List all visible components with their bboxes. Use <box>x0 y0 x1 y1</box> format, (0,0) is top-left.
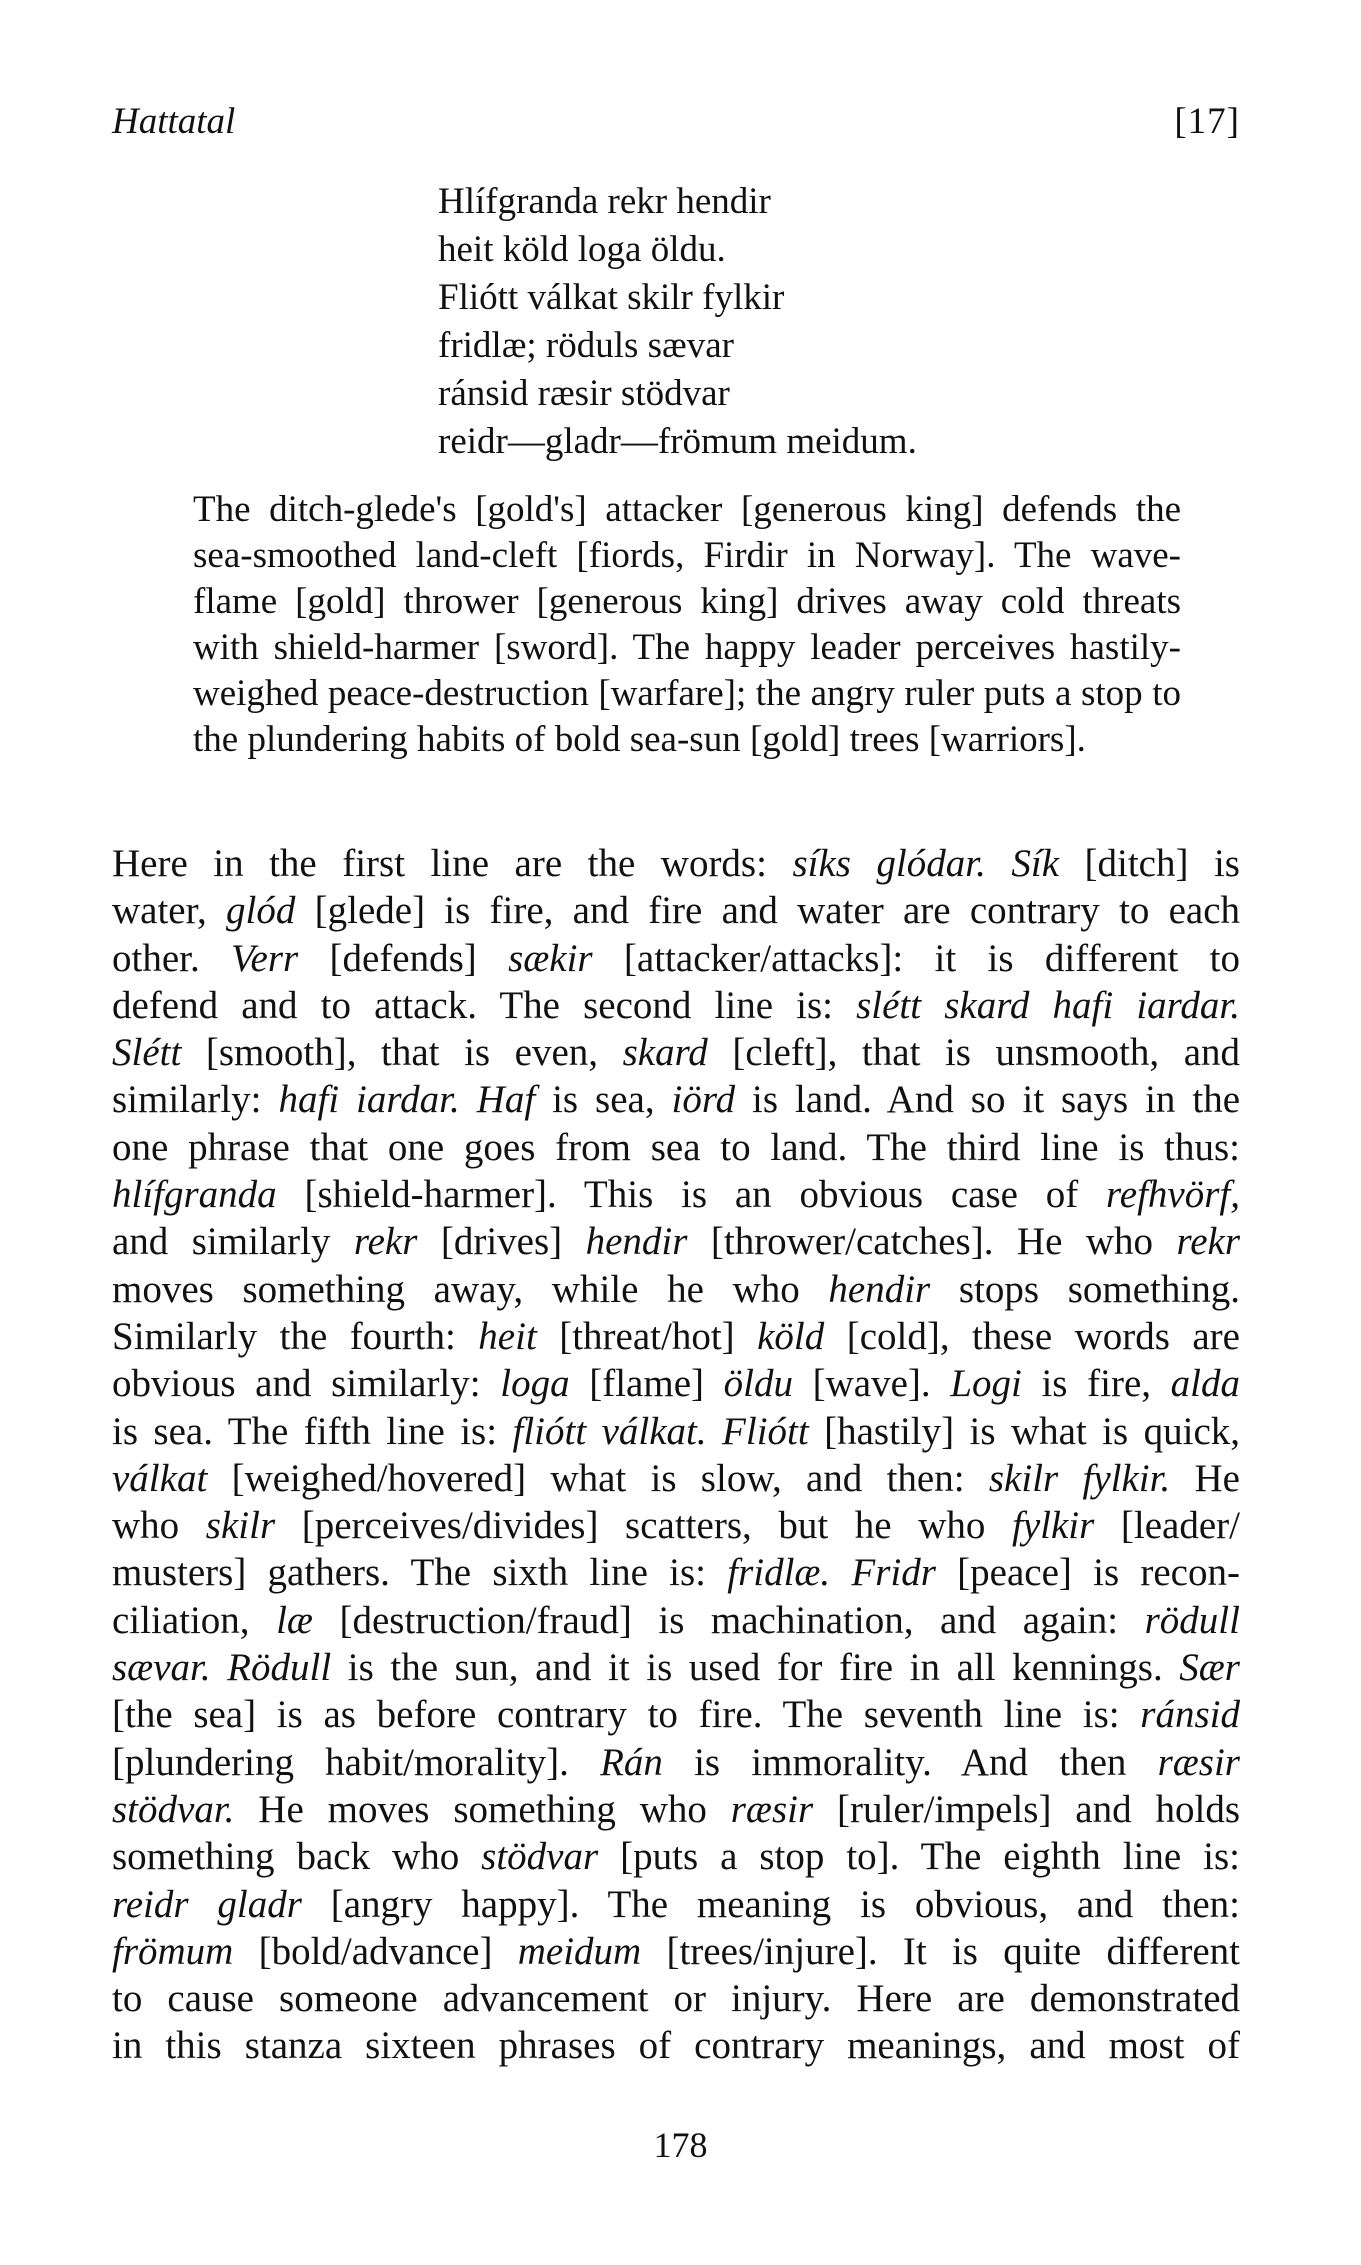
commentary-text-run: similarly: <box>112 1078 279 1122</box>
stanza-line: reidr—gladr—frömum meidum. <box>438 421 917 462</box>
commentary-italic-term: iörd <box>671 1078 736 1122</box>
commentary-text-run: [weighed/hovered] what is slow, and then: <box>207 1456 989 1500</box>
commentary-text-run: [ruler/impels] and holds <box>813 1787 1240 1831</box>
commentary-text-run: is the sun, and it is used for fire in all kennings. <box>331 1646 1180 1690</box>
commentary-text-run: to cause someone advancement or injury. Here are demonstrated <box>112 1977 1240 2021</box>
commentary-italic-term: sævar. Rödull <box>112 1646 332 1690</box>
commentary-line <box>112 1549 1240 1596</box>
commentary-text-run: [defends] <box>298 936 509 980</box>
commentary-italic-term: meidum <box>517 1929 642 1973</box>
commentary-text-run: other. <box>112 936 232 980</box>
commentary-italic-term: læ <box>276 1598 313 1642</box>
commentary-text-run: and similarly <box>112 1220 354 1264</box>
commentary-text-run: is immorality. And then <box>662 1740 1158 1784</box>
commentary-italic-term: Rán <box>600 1740 663 1784</box>
commentary-italic-term: sækir <box>508 936 593 980</box>
commentary-paragraph <box>112 840 1240 2070</box>
commentary-text-run: [thrower/catches]. He who <box>687 1220 1177 1264</box>
commentary-text <box>112 840 1240 2070</box>
commentary-text-run <box>986 842 1012 885</box>
commentary-line <box>112 1076 1240 1123</box>
commentary-italic-term: öldu <box>723 1362 793 1406</box>
commentary-line <box>112 1691 1240 1738</box>
commentary-text-run: [glede] is fire, and fire and water are contrary to each <box>295 889 1241 933</box>
commentary-text-run: [plundering habit/morality]. <box>112 1740 601 1784</box>
commentary-line <box>112 1833 1240 1880</box>
commentary-italic-term: ræsir <box>730 1787 814 1831</box>
stanza-line: Fliótt válkat skilr fylkir <box>438 277 785 318</box>
commentary-text-run: Here in the first line are the words: <box>112 842 793 885</box>
commentary-line <box>112 1502 1240 1549</box>
commentary-line <box>112 1597 1240 1644</box>
commentary-italic-term: stödvar. <box>112 1787 235 1831</box>
commentary-text-run: in this stanza sixteen phrases of contrary meanings, and most of <box>112 2024 1240 2068</box>
commentary-italic-term: refhvörf, <box>1106 1173 1240 1217</box>
commentary-text-run: [wave]. <box>792 1362 951 1406</box>
commentary-line <box>112 1408 1240 1455</box>
commentary-italic-term: loga <box>500 1362 570 1406</box>
commentary-italic-term: Verr <box>231 936 299 980</box>
commentary-text-run: musters] gathers. The sixth line is: <box>112 1551 728 1595</box>
commentary-italic-term: rödull <box>1144 1598 1240 1642</box>
commentary-text-run: who <box>112 1504 206 1548</box>
commentary-text-run: [smooth], that is even, <box>181 1031 623 1075</box>
commentary-text-run: [puts a stop to]. The eighth line is: <box>598 1835 1240 1879</box>
commentary-text-run: stops something. <box>930 1267 1240 1311</box>
commentary-italic-term: Haf <box>476 1078 536 1122</box>
commentary-text-run: is land. And so it says in the <box>735 1078 1241 1122</box>
commentary-italic-term: slétt skard hafi iardar. <box>856 983 1240 1027</box>
commentary-line <box>112 935 1240 982</box>
commentary-text-run: is fire, <box>1021 1362 1171 1406</box>
commentary-italic-term: fylkir <box>1012 1504 1095 1548</box>
commentary-line <box>112 1975 1240 2022</box>
commentary-italic-term: válkat <box>112 1456 208 1500</box>
commentary-italic-term: skilr fylkir. <box>988 1456 1171 1500</box>
stanza-line: fridlæ; röduls sævar <box>438 325 734 366</box>
commentary-line <box>112 1124 1240 1171</box>
commentary-text-run: [attacker/attacks]: it is different to <box>592 936 1241 980</box>
commentary-text-run: [peace] is recon- <box>935 1551 1240 1595</box>
commentary-text-run <box>460 1078 477 1121</box>
commentary-italic-term: köld <box>757 1314 825 1358</box>
commentary-line <box>112 1644 1240 1691</box>
commentary-italic-term: rekr <box>1176 1220 1240 1264</box>
commentary-text-run: one phrase that one goes from sea to land. The third line is thus: <box>112 1125 1240 1169</box>
running-title: Hattatal <box>112 101 236 142</box>
commentary-text-run: moves something away, while he who <box>112 1267 829 1311</box>
commentary-line <box>112 1455 1240 1502</box>
commentary-line <box>112 1218 1240 1265</box>
commentary-text-run: [cold], these words are <box>824 1314 1240 1358</box>
commentary-italic-term: glód <box>226 889 296 933</box>
commentary-italic-term: fridlæ. Fridr <box>727 1551 936 1595</box>
commentary-italic-term: Sík <box>1011 842 1060 885</box>
commentary-text-run: [flame] <box>569 1362 724 1406</box>
commentary-text-run: [trees/injure]. It is quite different <box>641 1929 1240 1973</box>
commentary-italic-term: alda <box>1170 1362 1240 1406</box>
commentary-text-run: [threat/hot] <box>536 1314 758 1358</box>
commentary-line <box>112 1360 1240 1407</box>
page-number: 178 <box>653 2125 708 2165</box>
commentary-line <box>112 1029 1240 1076</box>
commentary-text-run: [angry happy]. The meaning is obvious, and then: <box>301 1882 1240 1926</box>
stanza-line: ránsid ræsir stödvar <box>438 373 730 414</box>
commentary-italic-term: ræsir <box>1157 1740 1240 1784</box>
commentary-italic-term: skilr <box>205 1504 276 1548</box>
commentary-text-run: is sea, <box>535 1078 672 1122</box>
commentary-line <box>112 1928 1240 1975</box>
commentary-italic-term: Sær <box>1179 1646 1240 1690</box>
commentary-italic-term: frömum <box>112 1929 234 1973</box>
commentary-line <box>112 1739 1240 1786</box>
commentary-italic-term: ránsid <box>1140 1693 1240 1737</box>
commentary-italic-term: heit <box>478 1314 537 1358</box>
commentary-italic-term: stödvar <box>481 1835 599 1879</box>
commentary-text-run: [perceives/divides] scatters, but he who <box>275 1504 1012 1548</box>
translation-paragraph: The ditch-glede's [gold's] attacker [generous king] defends the sea-smoothed land-cleft [fiords, Firdir in Norway]. The wave-flame [gold] thrower [generous king] drives away cold threats with shield-harmer [sword]. The happy leader perceives hastily-weighed peace-destruction [warfare]; the angry ruler puts a stop to the plundering habits of bold sea-sun [gold] trees [warriors]. <box>193 489 1181 760</box>
section-number: [17] <box>1174 101 1240 142</box>
commentary-italic-term: fliótt válkat. Fliótt <box>512 1409 809 1453</box>
commentary-line <box>112 840 1240 887</box>
commentary-text-run: obvious and similarly: <box>112 1362 501 1406</box>
commentary-line <box>112 1313 1240 1360</box>
commentary-italic-term: Slétt <box>112 1031 182 1075</box>
commentary-line <box>112 982 1240 1029</box>
commentary-italic-term: rekr <box>353 1220 418 1264</box>
stanza <box>438 178 1078 466</box>
commentary-text-run: He <box>1170 1456 1240 1500</box>
commentary-text-run: [the sea] is as before contrary to fire. The seventh line is: <box>112 1693 1141 1737</box>
commentary-text-run: [drives] <box>417 1220 586 1264</box>
commentary-text-run: ciliation, <box>112 1598 277 1642</box>
stanza-line: Hlífgranda rekr hendir <box>438 181 771 222</box>
commentary-text-run: [shield-harmer]. This is an obvious case of <box>276 1173 1107 1217</box>
commentary-italic-term: reidr gladr <box>112 1882 302 1926</box>
commentary-line <box>112 1786 1240 1833</box>
commentary-line <box>112 887 1240 934</box>
commentary-text-run: [bold/advance] <box>233 1929 518 1973</box>
commentary-text-run: [ditch] is <box>1059 842 1240 885</box>
commentary-text-run: defend and to attack. The second line is: <box>112 983 857 1027</box>
commentary-line <box>112 2022 1240 2069</box>
commentary-italic-term: hlífgranda <box>112 1173 277 1217</box>
commentary-text-run: He moves something who <box>234 1787 731 1831</box>
commentary-italic-term: síks glódar. <box>792 842 986 885</box>
commentary-text-run: [hastily] is what is quick, <box>808 1409 1241 1453</box>
commentary-italic-term: hafi iardar. <box>278 1078 460 1122</box>
commentary-text-run: is sea. The fifth line is: <box>112 1409 513 1453</box>
stanza-line: heit köld loga öldu. <box>438 229 726 270</box>
commentary-text-run: water, <box>112 889 227 933</box>
commentary-text-run: Similarly the fourth: <box>112 1314 479 1358</box>
commentary-text-run: something back who <box>112 1835 482 1879</box>
commentary-italic-term: Logi <box>950 1362 1022 1406</box>
commentary-line <box>112 1266 1240 1313</box>
commentary-italic-term: hendir <box>585 1220 688 1264</box>
commentary-italic-term: hendir <box>828 1267 931 1311</box>
commentary-italic-term: skard <box>622 1031 708 1075</box>
commentary-text-run: [cleft], that is unsmooth, and <box>707 1031 1241 1075</box>
commentary-line <box>112 1171 1240 1218</box>
commentary-text-run: [destruction/fraud] is machination, and again: <box>312 1598 1145 1642</box>
commentary-line <box>112 1881 1240 1928</box>
commentary-text-run: [leader/ <box>1094 1504 1240 1548</box>
